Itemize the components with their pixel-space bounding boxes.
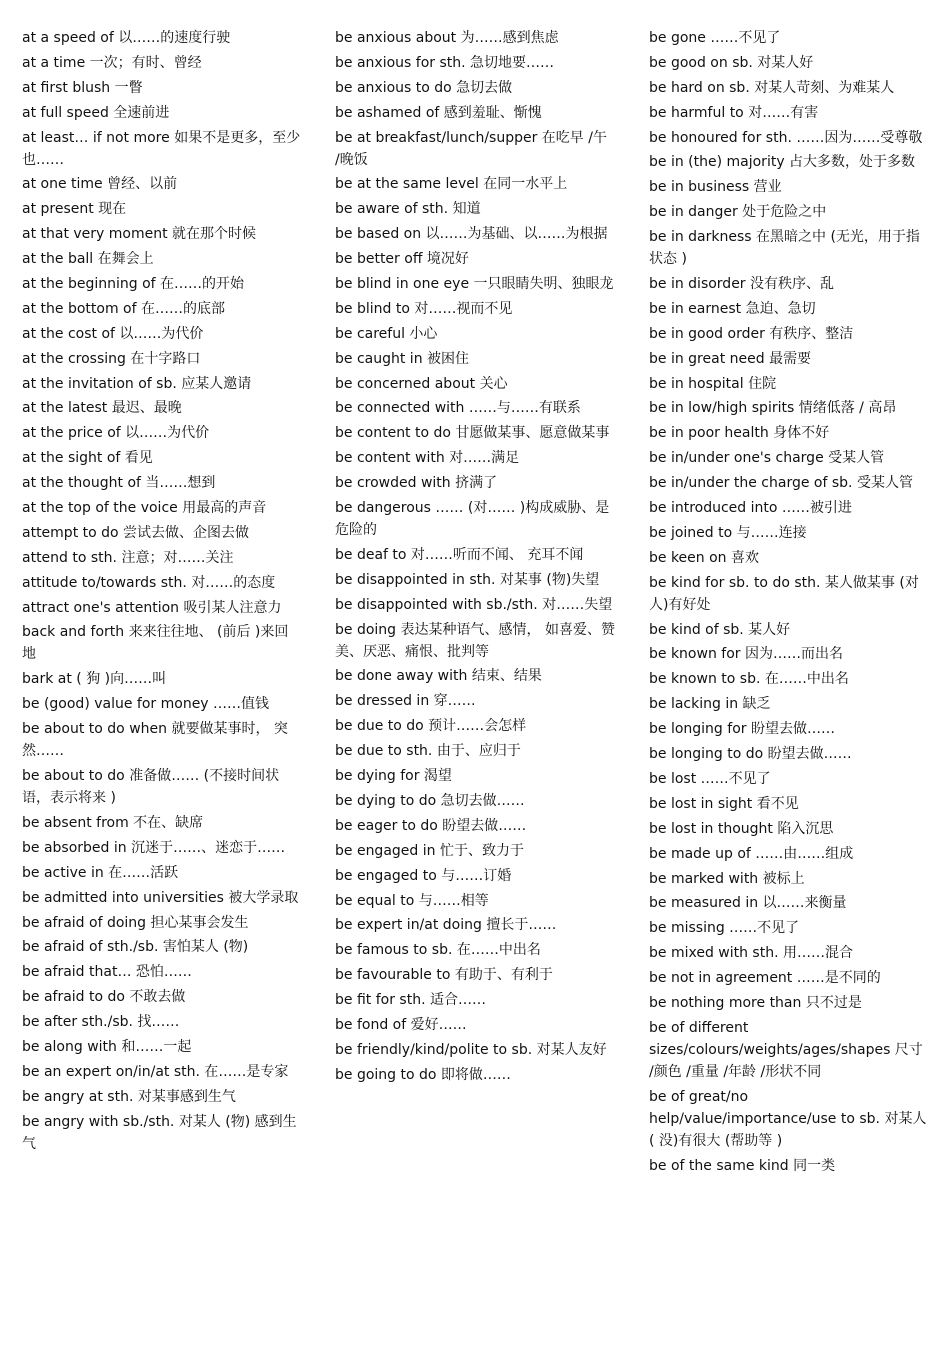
phrase-entry: be longing for 盼望去做……	[649, 721, 835, 738]
phrase-entry: be at the same level 在同一水平上	[335, 176, 568, 193]
phrase-entry: at full speed 全速前进	[22, 104, 170, 121]
phrase-entry: be dying to do 急切去做……	[335, 792, 525, 809]
phrase-entry: be longing to do 盼望去做……	[649, 746, 852, 763]
phrase-entry: at the ball 在舞会上	[22, 251, 154, 268]
phrase-entry: be lost in sight 看不见	[649, 795, 799, 812]
column-1	[22, 27, 302, 1158]
phrase-entry: be aware of sth. 知道	[335, 201, 481, 218]
phrase-entry: at the crossing 在十字路口	[22, 350, 201, 367]
phrase-entry: at a time 一次；有时、曾经	[22, 54, 202, 71]
phrase-entry: be dangerous …… (对…… )构成威胁、是危险的	[335, 500, 610, 539]
phrase-entry: be measured in 以……来衡量	[649, 895, 847, 912]
phrase-entry: at the latest 最迟、最晚	[22, 400, 182, 417]
phrase-entry: be expert in/at doing 擅长于……	[335, 917, 557, 934]
phrase-entry: be angry at sth. 对某事感到生气	[22, 1088, 236, 1105]
phrase-entry: be at breakfast/lunch/supper 在吃早 /午 /晚饭	[335, 129, 607, 168]
phrase-entry: be gone ……不见了	[649, 30, 781, 46]
phrase-entry: be joined to 与……连接	[649, 524, 807, 541]
phrase-entry: be hard on sb. 对某人苛刻、为难某人	[649, 79, 895, 96]
phrase-entry: be honoured for sth. ……因为……受尊敬	[649, 129, 923, 146]
phrase-entry: be made up of ……由……组成	[649, 845, 854, 862]
phrase-entry: be blind to 对……视而不见	[335, 300, 513, 317]
phrase-entry: be in poor health 身体不好	[649, 425, 830, 442]
phrase-entry: be in darkness 在黑暗之中 (无光，用于指状态 )	[649, 229, 920, 268]
phrase-entry: be in (the) majority 占大多数，处于多数	[649, 154, 916, 171]
phrase-entry: at the price of 以……为代价	[22, 425, 210, 442]
phrase-entry: be better off 境况好	[335, 251, 469, 268]
phrase-entry: be anxious about 为……感到焦虑	[335, 30, 559, 46]
phrase-entry: be angry with sb./sth. 对某人 (物) 感到生气	[22, 1113, 297, 1152]
phrase-entry: attend to sth. 注意；对……关注	[22, 549, 234, 566]
phrase-entry: be afraid of sth./sb. 害怕某人 (物)	[22, 939, 249, 956]
phrase-entry: be marked with 被标上	[649, 870, 805, 887]
phrase-entry: attempt to do 尝试去做、企图去做	[22, 524, 250, 541]
phrase-entry: be disappointed in sth. 对某事 (物)失望	[335, 571, 600, 588]
phrase-entry: be due to sth. 由于、应归于	[335, 743, 521, 760]
phrase-entry: be in/under the charge of sb. 受某人管	[649, 475, 913, 492]
phrase-entry: be afraid of doing 担心某事会发生	[22, 914, 249, 931]
phrase-entry: be after sth./sb. 找……	[22, 1014, 180, 1031]
phrase-entry: attitude to/towards sth. 对……的态度	[22, 574, 276, 591]
phrase-entry: be in low/high spirits 情绪低落 / 高昂	[649, 400, 897, 417]
phrase-entry: be active in 在……活跃	[22, 864, 179, 881]
phrase-entry: be dressed in 穿……	[335, 693, 476, 710]
phrase-entry: be in good order 有秩序、整洁	[649, 325, 854, 342]
phrase-entry: be of great/no help/value/importance/use to sb. 对某人 ( 没)有很大 (帮助等 )	[649, 1088, 927, 1149]
phrase-entry: be friendly/kind/polite to sb. 对某人友好	[335, 1041, 607, 1058]
phrase-entry: be absent from 不在、缺席	[22, 814, 204, 831]
phrase-entry: be anxious for sth. 急切地要……	[335, 54, 555, 71]
phrase-entry: be engaged in 忙于、致力于	[335, 842, 524, 859]
phrase-entry: at a speed of 以……的速度行驶	[22, 30, 231, 46]
phrase-entry: be (good) value for money ……值钱	[22, 696, 270, 713]
phrase-entry: be concerned about 关心	[335, 375, 508, 392]
phrase-entry: be in business 营业	[649, 179, 782, 196]
column-3	[649, 27, 929, 1180]
phrase-entry: be careful 小心	[335, 325, 438, 342]
phrase-entry: be dying for 渴望	[335, 768, 452, 785]
phrase-entry: be in disorder 没有秩序、乱	[649, 276, 835, 293]
phrase-entry: bark at ( 狗 )向……叫	[22, 671, 167, 688]
phrase-entry: be admitted into universities 被大学录取	[22, 889, 299, 906]
phrase-entry: be equal to 与……相等	[335, 892, 489, 909]
phrase-entry: at first blush 一瞥	[22, 79, 143, 96]
phrase-entry: be absorbed in 沉迷于……、迷恋于……	[22, 839, 286, 856]
phrase-entry: be afraid to do 不敢去做	[22, 989, 186, 1006]
phrase-entry: be an expert on/in/at sth. 在……是专家	[22, 1063, 289, 1080]
phrase-entry: be doing 表达某种语气、感情， 如喜爱、赞美、厌恶、痛恨、批判等	[335, 621, 615, 660]
phrase-entry: at least… if not more 如果不是更多，至少也……	[22, 129, 301, 168]
phrase-entry: be in great need 最需要	[649, 350, 812, 367]
phrase-entry: be lost ……不见了	[649, 770, 771, 787]
phrase-entry: be known for 因为……而出名	[649, 646, 843, 663]
column-2	[335, 27, 615, 1089]
phrase-entry: be fit for sth. 适合……	[335, 992, 486, 1009]
phrase-entry: at the beginning of 在……的开始	[22, 276, 245, 293]
phrase-entry: be of the same kind 同一类	[649, 1157, 836, 1174]
phrase-entry: be favourable to 有助于、有利于	[335, 967, 553, 984]
phrase-entry: be mixed with sth. 用……混合	[649, 945, 853, 962]
phrase-entry: be due to do 预计……会怎样	[335, 718, 527, 735]
phrase-entry: attract one's attention 吸引某人注意力	[22, 599, 282, 616]
phrase-entry: be done away with 结束、结果	[335, 668, 542, 685]
phrase-entry: be good on sb. 对某人好	[649, 54, 814, 71]
phrase-entry: be missing ……不见了	[649, 920, 800, 937]
phrase-entry: be crowded with 挤满了	[335, 475, 498, 492]
phrase-entry: be caught in 被困住	[335, 350, 470, 367]
phrase-entry: at one time 曾经、以前	[22, 176, 178, 193]
phrase-entry: be in/under one's charge 受某人管	[649, 450, 885, 467]
phrase-entry: be about to do 准备做…… (不接时间状语，表示将来 )	[22, 768, 280, 807]
phrase-entry: be introduced into ……被引进	[649, 500, 852, 517]
phrase-entry: at the thought of 当……想到	[22, 475, 216, 492]
phrase-entry: at the cost of 以……为代价	[22, 325, 204, 342]
phrase-entry: at the bottom of 在……的底部	[22, 300, 225, 317]
phrase-entry: be content to do 甘愿做某事、愿意做某事	[335, 425, 610, 442]
phrase-entry: be of different sizes/colours/weights/ages/shapes 尺寸 /颜色 /重量 /年龄 /形状不同	[649, 1019, 923, 1080]
phrase-entry: at the sight of 看见	[22, 450, 153, 467]
phrase-entry: be lacking in 缺乏	[649, 696, 771, 713]
phrase-entry: be afraid that… 恐怕……	[22, 964, 192, 981]
phrase-entry: be going to do 即将做……	[335, 1066, 511, 1083]
phrase-entry: be nothing more than 只不过是	[649, 994, 862, 1011]
phrase-entry: be lost in thought 陷入沉思	[649, 820, 834, 837]
phrase-entry: be kind of sb. 某人好	[649, 621, 791, 638]
phrase-entry: be in hospital 住院	[649, 375, 777, 392]
phrase-entry: be based on 以……为基础、以……为根据	[335, 226, 608, 243]
phrase-entry: at the top of the voice 用最高的声音	[22, 500, 267, 517]
phrase-entry: be fond of 爱好……	[335, 1016, 467, 1033]
phrase-entry: be ashamed of 感到羞耻、惭愧	[335, 104, 542, 121]
phrase-entry: be anxious to do 急切去做	[335, 79, 513, 96]
phrase-entry: at present 现在	[22, 201, 127, 218]
phrase-entry: at that very moment 就在那个时候	[22, 226, 257, 243]
phrase-entry: be harmful to 对……有害	[649, 104, 819, 121]
phrase-entry: be not in agreement ……是不同的	[649, 970, 881, 987]
phrase-entry: be keen on 喜欢	[649, 549, 759, 566]
phrase-entry: be about to do when 就要做某事时， 突然……	[22, 721, 288, 760]
phrase-entry: at the invitation of sb. 应某人邀请	[22, 375, 252, 392]
phrase-entry: back and forth 来来往往地、 (前后 )来回地	[22, 624, 289, 663]
phrase-entry: be engaged to 与……订婚	[335, 867, 512, 884]
phrase-entry: be content with 对……满足	[335, 450, 520, 467]
phrase-entry: be kind for sb. to do sth. 某人做某事 (对人)有好处	[649, 574, 919, 613]
phrase-entry: be eager to do 盼望去做……	[335, 817, 527, 834]
phrase-entry: be known to sb. 在……中出名	[649, 671, 849, 688]
phrase-entry: be deaf to 对……听而不闻、 充耳不闻	[335, 546, 584, 563]
phrase-entry: be famous to sb. 在……中出名	[335, 942, 541, 959]
phrase-entry: be along with 和……一起	[22, 1038, 192, 1055]
phrase-entry: be disappointed with sb./sth. 对……失望	[335, 596, 613, 613]
phrase-entry: be in danger 处于危险之中	[649, 204, 827, 221]
phrase-entry: be in earnest 急迫、急切	[649, 300, 816, 317]
phrase-entry: be blind in one eye 一只眼睛失明、独眼龙	[335, 276, 614, 293]
phrase-entry: be connected with ……与……有联系	[335, 400, 581, 417]
